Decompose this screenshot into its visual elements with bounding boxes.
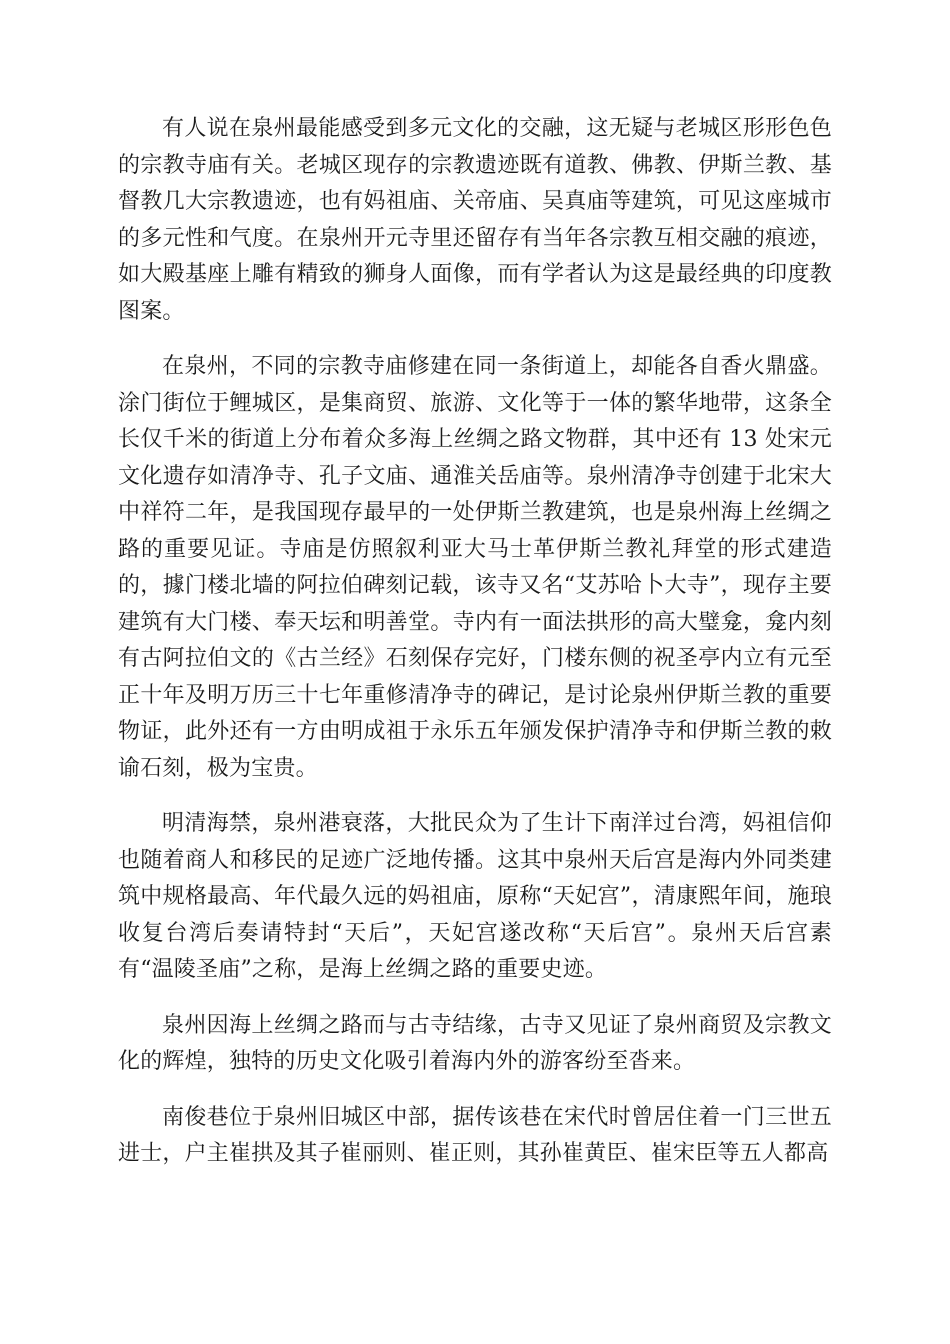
paragraph-silk-road-summary: 泉州因海上丝绸之路而与古寺结缘，古寺又见证了泉州商贸及宗教文化的辉煌，独特的历史文化吸引着海内外的游客纷至沓来。	[118, 1012, 832, 1074]
paragraph-tumen-street: 在泉州，不同的宗教寺庙修建在同一条街道上，却能各自香火鼎盛。涂门街位于鲤城区，是集商贸、旅游、文化等于一体的繁华地带，这条全长仅千米的街道上分布着众多海上丝绸之路文物群，其中还有 13 处宋元文化遗存如清净寺、孔子文庙、通淮关岳庙等。泉州清净寺创建于北宋大中祥符二年，是我国现存最早的一处伊斯兰教建筑，也是泉州海上丝绸之路的重要见证。寺庙是仿照叙利亚大马士革伊斯兰教礼拜堂的形式建造的，據门楼北墙的阿拉伯碑刻记载，该寺又名“艾苏哈卜大寺”，现存主要建筑有大门楼、奉天坛和明善堂。寺内有一面法拱形的高大璧龛，龛内刻有古阿拉伯文的《古兰经》石刻保存完好，门楼东侧的祝圣亭内立有元至正十年及明万历三十七年重修清净寺的碑记，是讨论泉州伊斯兰教的重要物证，此外还有一方由明成祖于永乐五年颁发保护清净寺和伊斯兰教的敕谕石刻，极为宝贵。	[118, 354, 832, 781]
document-body	[118, 111, 832, 1173]
paragraph-tianhou-temple: 明清海禁，泉州港衰落，大批民众为了生计下南洋过台湾，妈祖信仰也随着商人和移民的足迹广泛地传播。这其中泉州天后宫是海内外同类建筑中规格最高、年代最久远的妈祖庙，原称“天妃宫”，清康熙年间，施琅收复台湾后奏请特封“天后”，天妃宫遂改称“天后宫”。泉州天后宫素有“温陵圣庙”之称，是海上丝绸之路的重要史迹。	[118, 811, 832, 982]
paragraph-nanjun-lane: 南俊巷位于泉州旧城区中部，据传该巷在宋代时曾居住着一门三世五进士，户主崔拱及其子崔丽则、崔正则，其孙崔黄臣、崔宋臣等五人都高	[118, 1104, 832, 1166]
paragraph-multicultural-temples: 有人说在泉州最能感受到多元文化的交融，这无疑与老城区形形色色的宗教寺庙有关。老城区现存的宗教遗迹既有道教、佛教、伊斯兰教、基督教几大宗教遗迹，也有妈祖庙、关帝庙、吴真庙等建筑，可见这座城市的多元性和气度。在泉州开元寺里还留存有当年各宗教互相交融的痕迹，如大殿基座上雕有精致的狮身人面像，而有学者认为这是最经典的印度教图案。	[118, 116, 832, 324]
